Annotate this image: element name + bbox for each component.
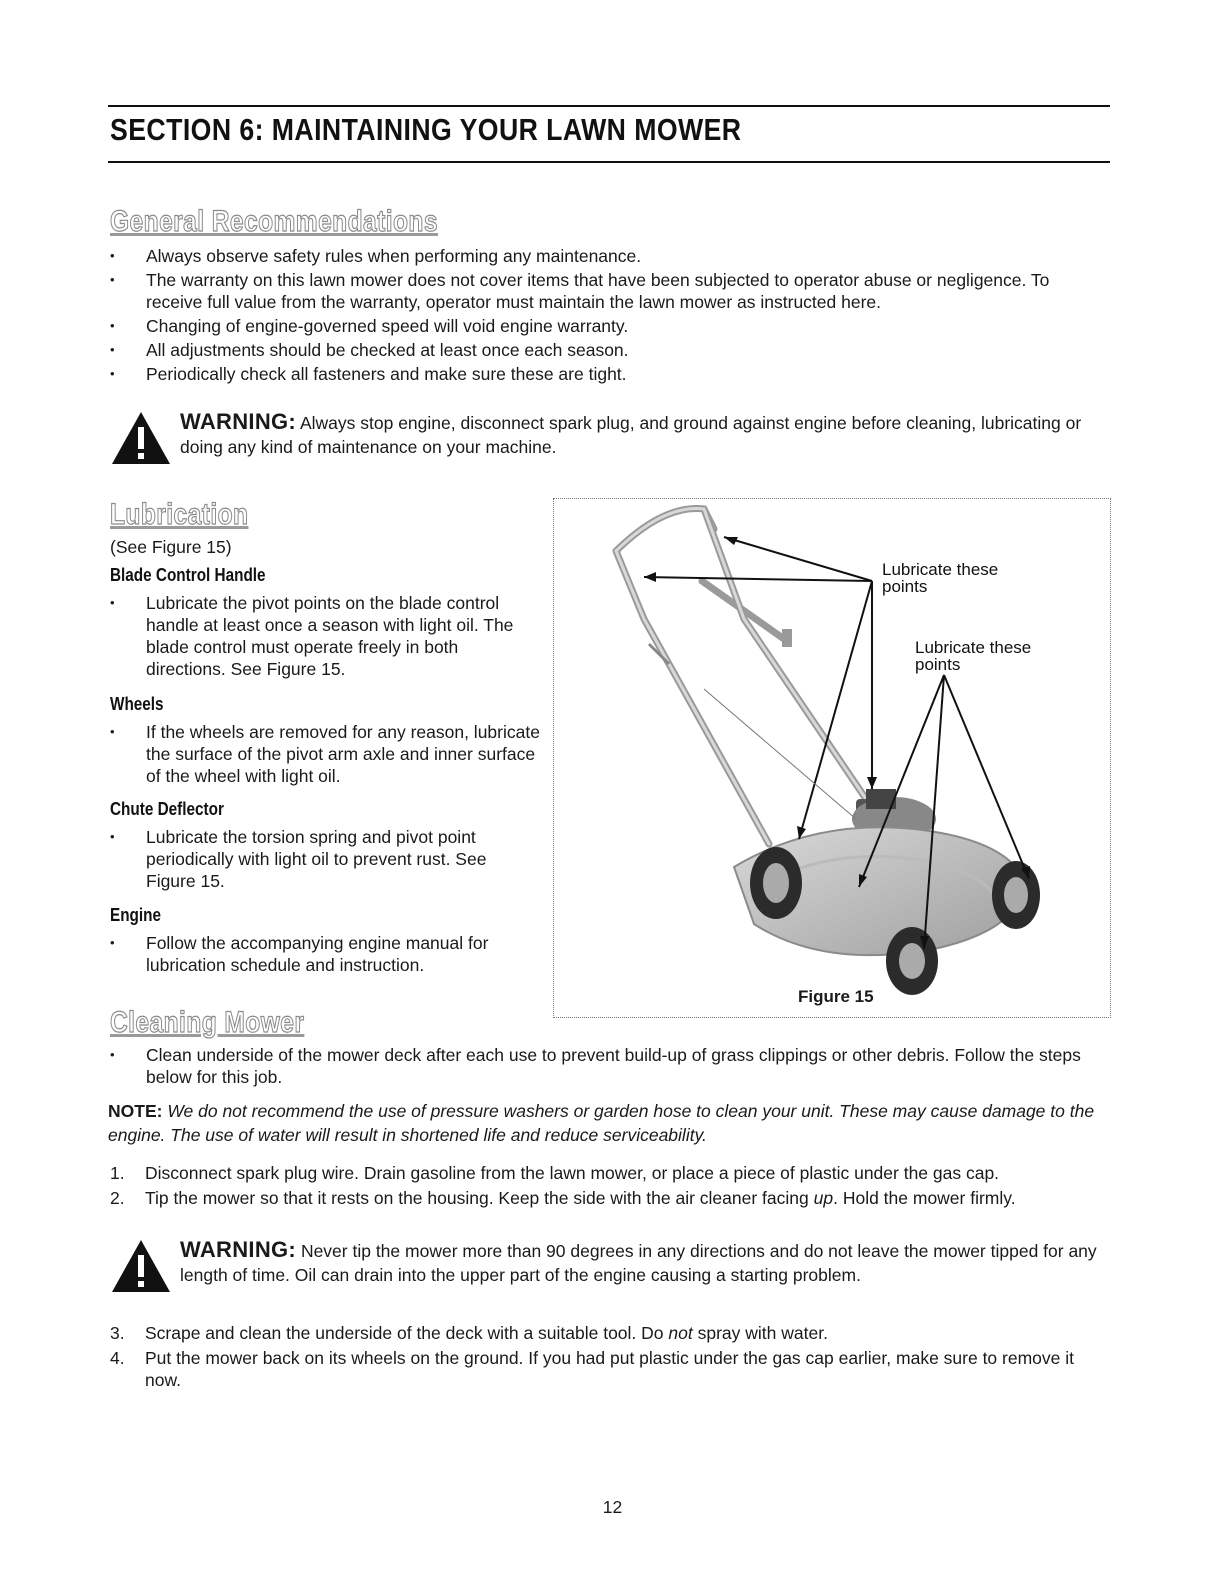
step-number: 3. [110, 1323, 125, 1343]
list-item: • Always observe safety rules when performing any maintenance. [110, 245, 1110, 267]
callout-upper-line1: Lubricate these [882, 560, 999, 579]
note-paragraph [108, 1099, 1108, 1147]
list-item: • Lubricate the pivot points on the blade control handle at least once a season with light oil. The blade control must operate freely in both directions. See Figure 15. [110, 592, 540, 680]
callout-upper-line2: points [882, 577, 928, 596]
callout-lower-line2: points [915, 655, 961, 674]
step-text: Tip the mower so that it rests on the housing. Keep the side with the air cleaner facing [145, 1188, 809, 1208]
callout-lower [915, 639, 1031, 673]
list-item: • Follow the accompanying engine manual for lubrication schedule and instruction. [110, 932, 540, 976]
note-text: We do not recommend the use of pressure washers or garden hose to clean your unit. These may cause damage to the engine. The use of water will result in shortened life and reduce serviceability. [108, 1101, 1095, 1145]
see-figure-text: (See Figure 15) [110, 537, 232, 557]
step-number: 2. [110, 1188, 125, 1208]
list-item: • Periodically check all fasteners and make sure these are tight. [110, 363, 1110, 385]
title-underline-rule [108, 161, 1110, 163]
blade-control-handle-list [110, 592, 540, 682]
warning-text: Never tip the mower more than 90 degrees in any directions and do not leave the mower tipped for any length of time. Oil can drain into the upper part of the engine causing a starting problem. [180, 1241, 1097, 1285]
list-item: • Lubricate the torsion spring and pivot point periodically with light oil to prevent rust. See Figure 15. [110, 826, 540, 892]
callout-upper [882, 561, 998, 595]
step-item [110, 1347, 1110, 1391]
step-emphasis: not [668, 1323, 693, 1343]
general-recommendations-list [110, 245, 1110, 387]
cleaning-list [110, 1044, 1110, 1090]
step-item [110, 1187, 1110, 1209]
engine-title: Engine [110, 905, 162, 925]
step-number: 1. [110, 1163, 125, 1183]
warning-triangle-icon [110, 1238, 172, 1294]
figure-15 [553, 498, 1111, 1018]
cleaning-steps-3-4 [110, 1322, 1110, 1394]
list-item: • Changing of engine-governed speed will void engine warranty. [110, 315, 1110, 337]
list-item: • All adjustments should be checked at least once each season. [110, 339, 1110, 361]
figure-caption: Figure 15 [798, 987, 874, 1006]
page-number: 12 [602, 1497, 623, 1517]
warning-block-2 [110, 1238, 1110, 1298]
step-text: Disconnect spark plug wire. Drain gasoline from the lawn mower, or place a piece of plastic under the gas cap. [145, 1163, 1000, 1183]
wheels-title: Wheels [110, 694, 164, 714]
lubrication-heading: Lubrication [110, 498, 249, 531]
step-emphasis: up [813, 1188, 834, 1208]
top-rule [108, 105, 1110, 107]
general-recommendations-heading: General Recommendations [110, 205, 438, 238]
cleaning-mower-heading: Cleaning Mower [110, 1006, 305, 1039]
warning-label: WARNING: [180, 1237, 297, 1262]
step-text: spray with water. [697, 1323, 828, 1343]
list-item: • Clean underside of the mower deck after each use to prevent build-up of grass clippings or other debris. Follow the steps below for this job. [110, 1044, 1110, 1088]
step-text: Scrape and clean the underside of the deck with a suitable tool. Do [145, 1323, 664, 1343]
step-item [110, 1162, 1110, 1184]
section-title: SECTION 6: MAINTAINING YOUR LAWN MOWER [110, 112, 742, 147]
cleaning-steps-1-2 [110, 1162, 1110, 1212]
step-text: Put the mower back on its wheels on the ground. If you had put plastic under the gas cap earlier, make sure to remove it now. [145, 1348, 1074, 1390]
warning-triangle-icon [110, 410, 172, 466]
wheels-list [110, 721, 540, 789]
engine-list [110, 932, 540, 978]
warning-text: Always stop engine, disconnect spark plug, and ground against engine before cleaning, lubricating or doing any kind of maintenance on your machine. [180, 413, 1082, 457]
step-item [110, 1322, 1110, 1344]
blade-control-handle-title: Blade Control Handle [110, 565, 266, 585]
warning-block-1 [110, 410, 1110, 470]
callout-lower-line1: Lubricate these [915, 638, 1032, 657]
chute-deflector-list [110, 826, 540, 894]
warning-label: WARNING: [180, 409, 297, 434]
note-label: NOTE: [108, 1101, 163, 1121]
list-item: • The warranty on this lawn mower does not cover items that have been subjected to operator abuse or negligence. To receive full value from the warranty, operator must maintain the lawn mower as instructed here. [110, 269, 1110, 313]
lawn-mower-illustration [554, 499, 1110, 1017]
step-number: 4. [110, 1348, 125, 1368]
chute-deflector-title: Chute Deflector [110, 799, 224, 819]
list-item: • If the wheels are removed for any reason, lubricate the surface of the pivot arm axle and inner surface of the wheel with light oil. [110, 721, 540, 787]
step-text: . Hold the mower firmly. [833, 1188, 1016, 1208]
